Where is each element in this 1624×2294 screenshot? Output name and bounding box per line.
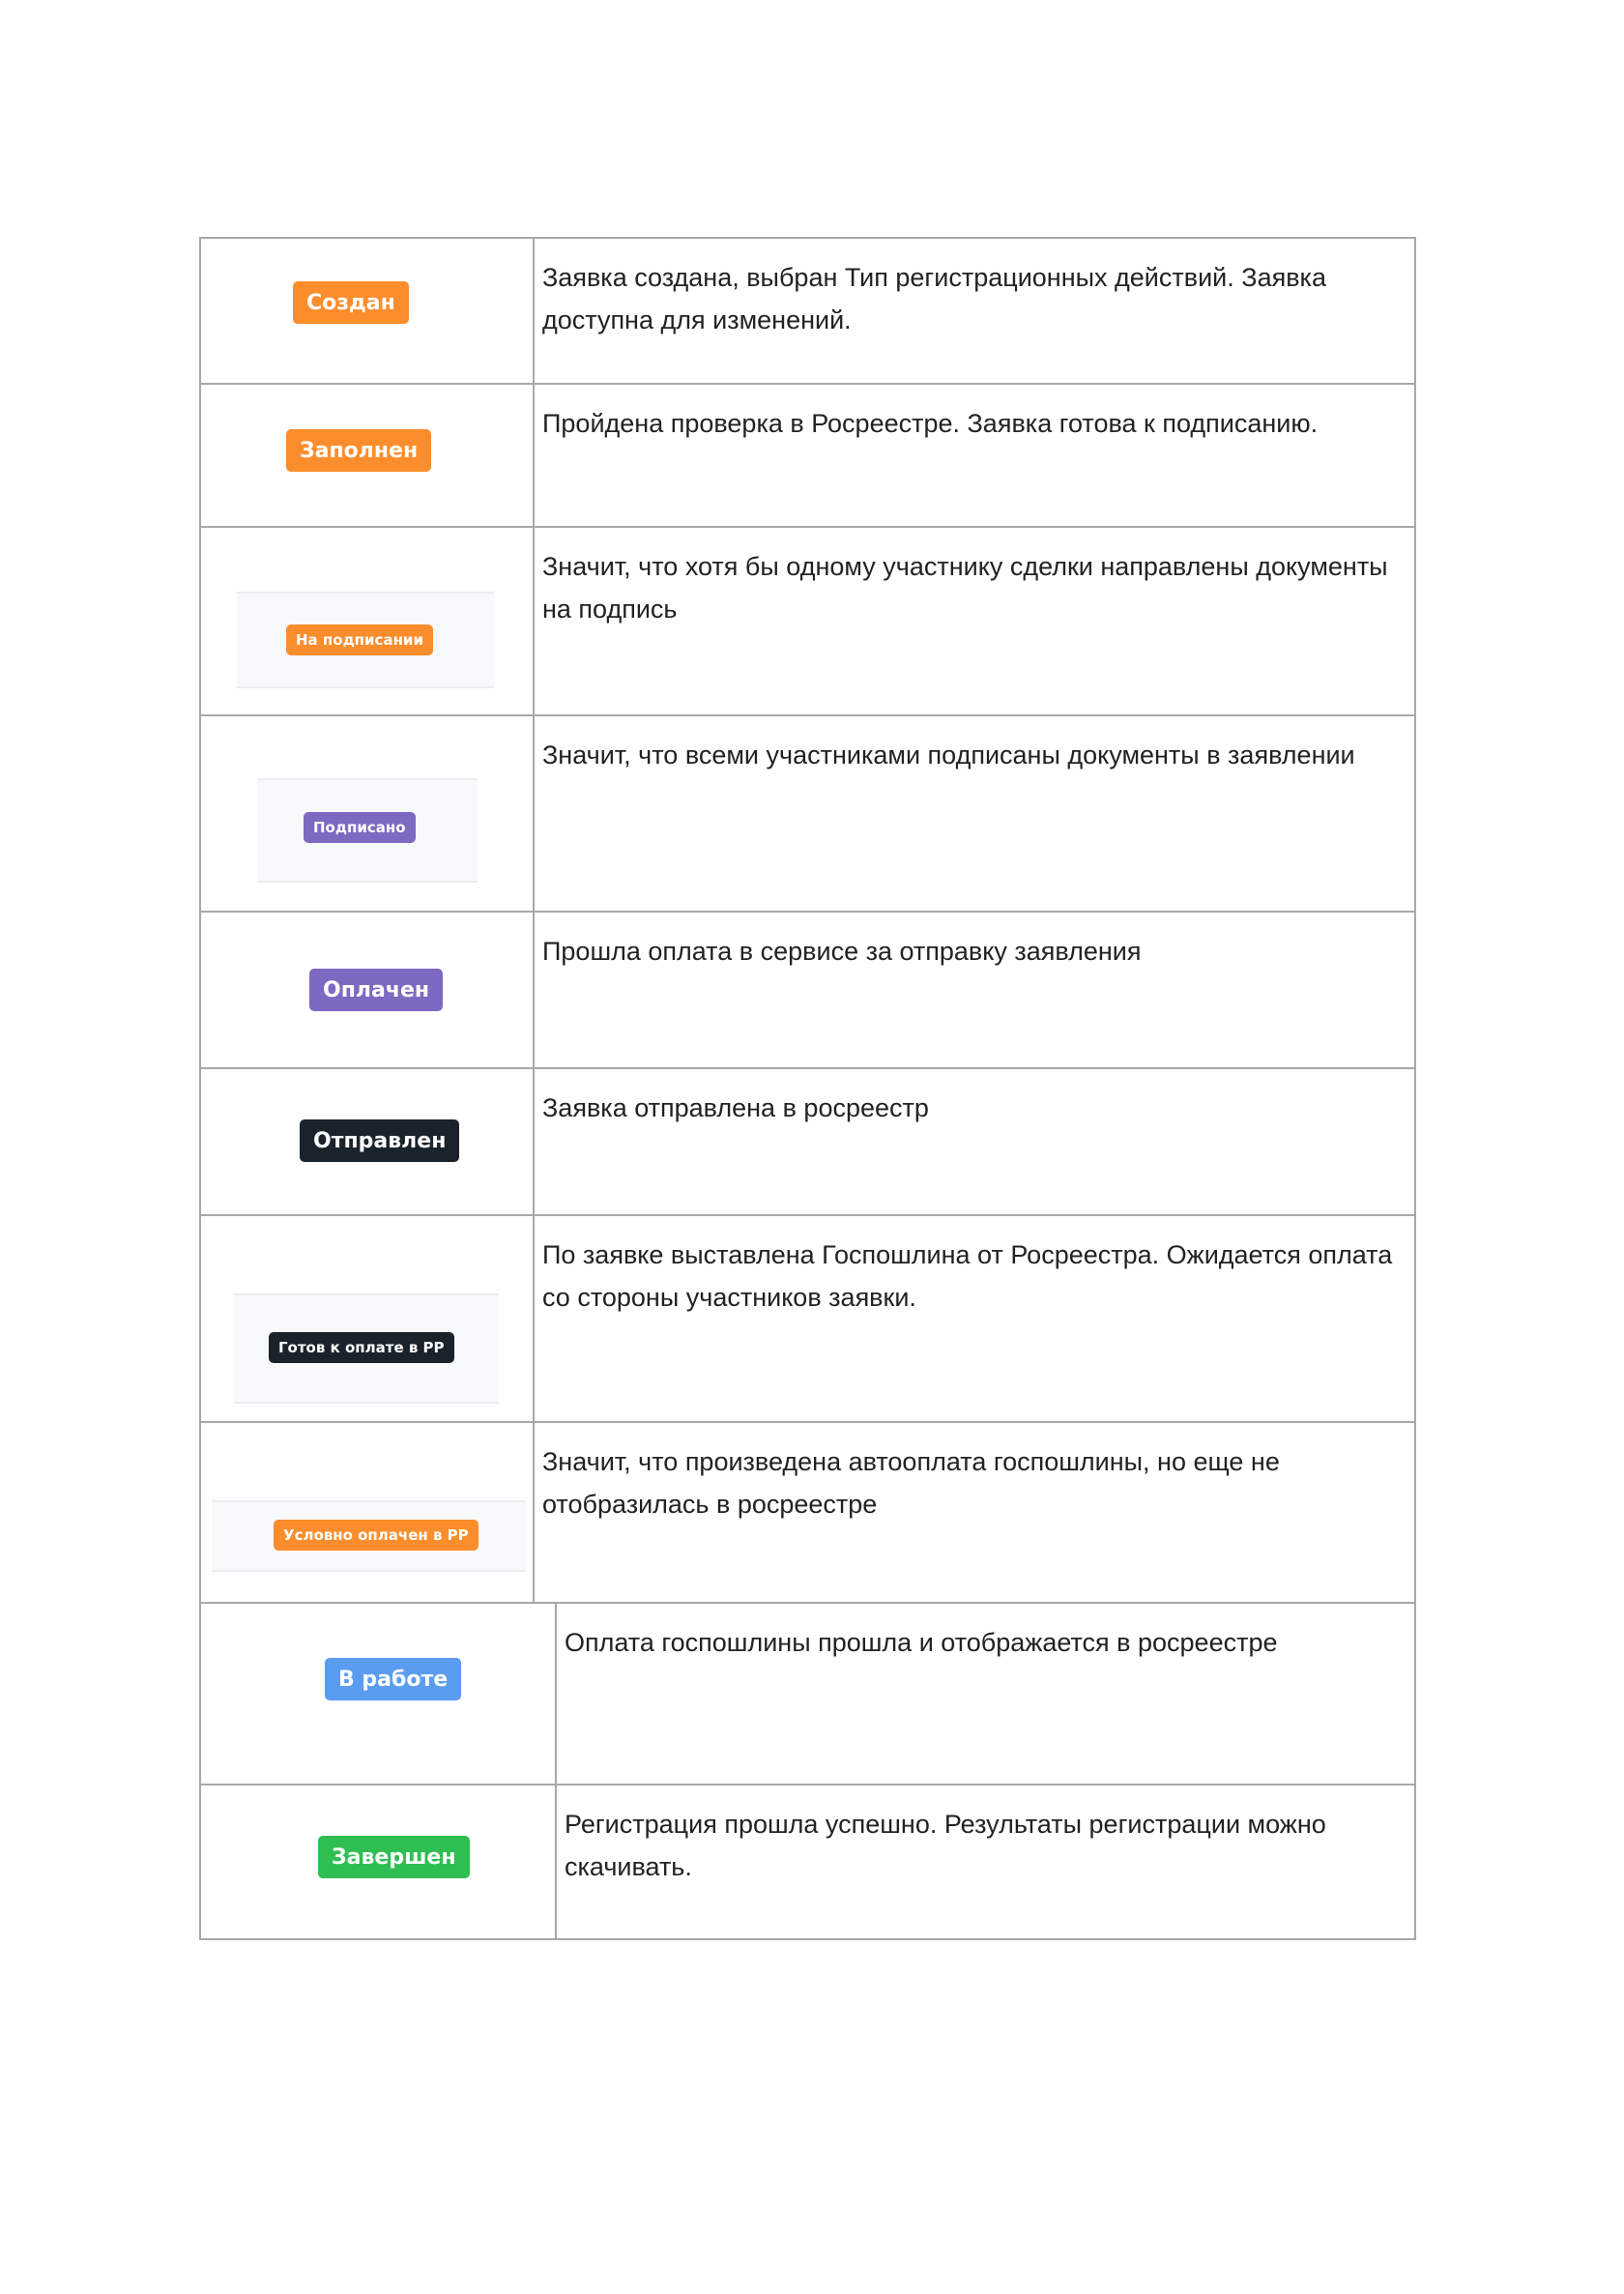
status-table — [199, 237, 1416, 1940]
status-badge-conditionally-paid: Условно оплачен в РР — [274, 1520, 478, 1551]
table-row — [201, 716, 1414, 913]
status-badge-signed: Подписано — [304, 812, 416, 843]
badge-screenshot — [237, 592, 494, 688]
badge-cell — [201, 1069, 535, 1214]
status-description: По заявке выставлена Госпошлина от Росреестра. Ожидается оплата со стороны участников заявки. — [542, 1240, 1393, 1312]
badge-cell — [201, 1786, 557, 1938]
status-badge-paid: Оплачен — [309, 969, 443, 1011]
table-row — [201, 528, 1414, 716]
status-badge-signing: На подписании — [286, 624, 433, 655]
table-row — [201, 913, 1414, 1069]
table-row — [201, 1069, 1414, 1216]
table-row — [201, 1604, 1414, 1786]
status-description: Значит, что произведена автооплата госпошлины, но еще не отобразилась в росреестре — [542, 1447, 1280, 1519]
status-description: Регистрация прошла успешно. Результаты регистрации можно скачивать. — [565, 1810, 1326, 1881]
status-description: Значит, что всеми участниками подписаны документы в заявлении — [542, 740, 1355, 770]
badge-screenshot — [234, 1293, 499, 1404]
table-row — [201, 1786, 1414, 1938]
badge-screenshot — [212, 1500, 526, 1572]
status-description: Значит, что хотя бы одному участнику сделки направлены документы на подпись — [542, 552, 1388, 624]
badge-cell — [201, 1423, 535, 1602]
status-badge-in-progress: В работе — [325, 1658, 461, 1700]
status-description: Заявка создана, выбран Тип регистрационных действий. Заявка доступна для изменений. — [542, 263, 1326, 334]
status-description: Прошла оплата в сервисе за отправку заявления — [542, 937, 1142, 966]
badge-cell — [201, 913, 535, 1067]
badge-cell — [201, 1216, 535, 1421]
status-badge-ready-to-pay: Готов к оплате в РР — [269, 1332, 454, 1363]
status-badge-created: Создан — [293, 281, 409, 324]
badge-cell — [201, 385, 535, 526]
badge-cell — [201, 239, 535, 383]
badge-cell — [201, 716, 535, 911]
badge-screenshot — [257, 778, 478, 883]
badge-cell — [201, 1604, 557, 1784]
table-row — [201, 385, 1414, 528]
status-description: Пройдена проверка в Росреестре. Заявка готова к подписанию. — [542, 409, 1319, 438]
table-row — [201, 1423, 1414, 1604]
status-description: Оплата госпошлины прошла и отображается в росреестре — [565, 1628, 1278, 1657]
table-row — [201, 239, 1414, 385]
badge-cell — [201, 528, 535, 714]
status-badge-filled: Заполнен — [286, 429, 431, 472]
status-badge-sent: Отправлен — [300, 1119, 459, 1162]
table-row — [201, 1216, 1414, 1423]
status-description: Заявка отправлена в росреестр — [542, 1093, 929, 1122]
status-badge-completed: Завершен — [318, 1836, 470, 1878]
